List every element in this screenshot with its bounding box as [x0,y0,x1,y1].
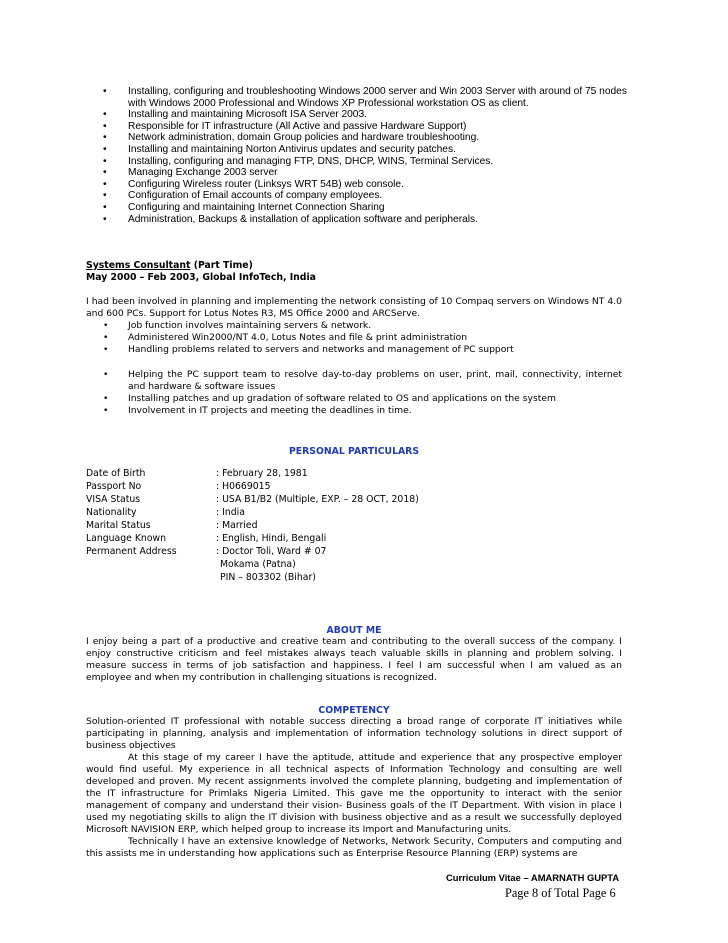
job-role-suffix: (Part Time) [190,260,253,271]
list-item: • Installing and maintaining Norton Antivirus updates and security patches. [128,144,628,156]
personal-label: VISA Status [86,494,141,505]
personal-label: Language Known [86,533,167,544]
list-item: • Configuration of Email accounts of company employees. [128,190,628,202]
list-item: • Helping the PC support team to resolve day-to-day problems on user, print, mail, connectivity, internet and hardware & software issues [128,369,622,393]
list-item: • Configuring and maintaining Internet Connection Sharing [128,202,628,214]
personal-label: Date of Birth [86,468,146,479]
personal-value: : Doctor Toli, Ward # 07 [216,546,327,557]
job-duties-list [128,320,622,356]
personal-particulars [86,467,622,584]
job-intro: I had been involved in planning and implementing the network consisting of 10 Compaq servers on Windows NT 4.0 and 600 PCs. Support for Lotus Notes R3, MS Office 2000 and ARCServe. [86,296,622,319]
job-role: Systems Consultant [86,260,191,271]
address-line: PIN – 803302 (Bihar) [220,572,316,583]
list-item: • Configuring Wireless router (Linksys WRT 54B) web console. [128,179,628,191]
list-item: • Responsible for IT infrastructure (All Active and passive Hardware Support) [128,121,628,133]
list-item: • Involvement in IT projects and meeting the deadlines in time. [128,405,622,417]
personal-label: Nationality [86,507,137,518]
personal-row [86,506,622,519]
competency-paragraph: At this stage of my career I have the aptitude, attitude and experience that any prospective employer would find useful. My experience in all technical aspects of Information Technology and consulting are well developed and proven. My recent assignments involved the complete planning, budgeting and implementation of the IT infrastructure for Primlaks Nigeria Limited. This gave me the opportunity to interact with the senior management of company and understand their vision- Business goals of the IT Department. With vision in place I used my negotiating skills to align the IT division with business objective and as a result we successfully deployed Microsoft NAVISION ERP, which helped group to increase its Import and Manufacturing units. [86,752,622,835]
personal-value: : English, Hindi, Bengali [216,533,327,544]
personal-value: : India [216,507,245,518]
personal-label: Permanent Address [86,546,177,557]
list-item: • Installing, configuring and troubleshooting Windows 2000 server and Win 2003 Server with around of 75 nodes with Windows 2000 Professional and Windows XP Professional workstation OS as client. [128,86,628,109]
about-text: I enjoy being a part of a productive and creative team and contributing to the overall success of the company. I enjoy constructive criticism and feel mistakes always teach valuable skills in planning and problem solving. I measure success in terms of job satisfaction and happiness. I feel I am successful when I am valued as an employee and when my contribution in challenging situations is recognized. [86,636,622,683]
list-item: • Job function involves maintaining servers & network. [128,320,622,332]
competency-paragraph: Technically I have an extensive knowledge of Networks, Network Security, Computers and computing and this assists me in understanding how applications such as Enterprise Resource Planning (ERP) systems are [86,836,622,859]
job-support-list [128,369,622,417]
competency-text [86,716,622,860]
personal-value: : USA B1/B2 (Multiple, EXP. – 28 OCT, 2018) [216,494,419,505]
personal-value: : Married [216,520,258,531]
personal-row [86,480,622,493]
competency-heading: COMPETENCY [318,705,390,716]
list-item: • Handling problems related to servers and networks and management of PC support [128,344,622,356]
footer-page-number: Page 8 of Total Page 6 [505,886,616,900]
list-item: • Administration, Backups & installation of application software and peripherals. [128,214,628,226]
list-item: • Administered Win2000/NT 4.0, Lotus Notes and file & print administration [128,332,622,344]
personal-row [86,493,622,506]
list-item: • Installing and maintaining Microsoft ISA Server 2003. [128,109,628,121]
list-item: • Installing, configuring and managing FTP, DNS, DHCP, WINS, Terminal Services. [128,156,628,168]
personal-value: : H0669015 [216,481,271,492]
personal-heading: PERSONAL PARTICULARS [288,446,420,457]
address-line: Mokama (Patna) [220,559,296,570]
personal-row [86,519,622,532]
job-period-company: May 2000 – Feb 2003, Global InfoTech, India [86,271,316,283]
personal-label: Passport No [86,481,142,492]
list-item: • Managing Exchange 2003 server [128,167,628,179]
about-heading: ABOUT ME [326,625,382,636]
footer-cv-label: Curriculum Vitae – AMARNATH GUPTA [446,872,620,883]
job-entry [86,260,622,417]
competency-paragraph: Solution-oriented IT professional with notable success directing a broad range of corporate IT initiatives while participating in planning, analysis and implementation of information technology solutions in direct support of business objectives [86,716,622,751]
list-item: • Installing patches and up gradation of software related to OS and applications on the system [128,393,622,405]
personal-label: Marital Status [86,520,151,531]
job-title [86,260,622,272]
personal-value: : February 28, 1981 [216,468,308,479]
list-item: • Network administration, domain Group policies and hardware troubleshooting. [128,132,628,144]
personal-row [86,532,622,545]
responsibilities-list [128,86,628,225]
personal-row [86,545,622,558]
personal-row [86,467,622,480]
